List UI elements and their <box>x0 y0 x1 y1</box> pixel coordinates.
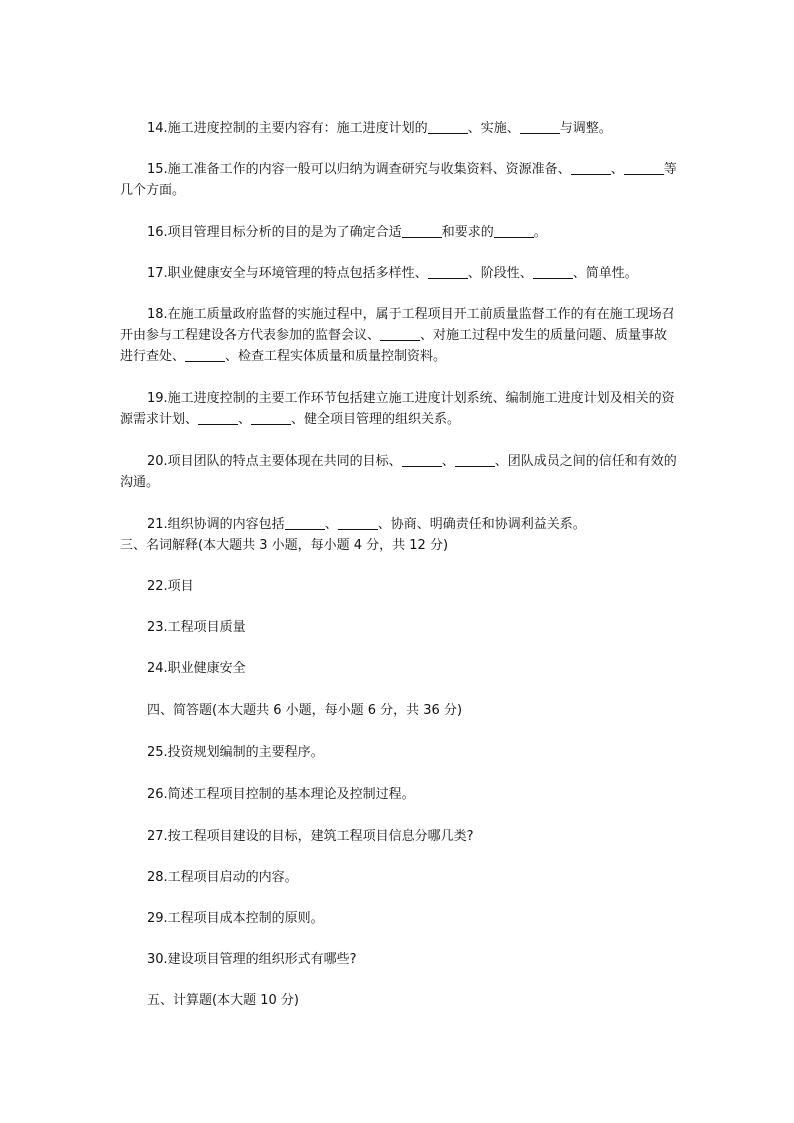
blank <box>402 452 442 467</box>
blank <box>198 410 238 425</box>
blank <box>571 160 611 175</box>
question-item: 26.简述工程项目控制的基本理论及控制过程。 <box>147 787 415 802</box>
question-18: 18.在施工质量政府监督的实施过程中，属于工程项目开工前质量监督工作的有在施工现场召开由参与工程建设各方代表参加的监督会议、 、对施工过程中发生的质量问题、质量事故进行查处、 、检查工程实体质量和质量控制资料。 <box>120 307 675 364</box>
blank <box>624 160 664 175</box>
term-item: 22.项目 <box>147 579 194 594</box>
question-item: 27.按工程项目建设的目标，建筑工程项目信息分哪几类? <box>147 829 474 844</box>
question-item: 29.工程项目成本控制的原则。 <box>147 911 324 926</box>
blank <box>533 264 573 279</box>
blank <box>428 119 468 134</box>
blank <box>402 223 442 238</box>
question-item: 25.投资规划编制的主要程序。 <box>147 745 324 760</box>
term-item: 24.职业健康安全 <box>147 661 246 676</box>
blank <box>338 515 378 530</box>
term-item: 23.工程项目质量 <box>147 620 246 635</box>
blank <box>428 264 468 279</box>
blank <box>494 223 534 238</box>
question-item: 30.建设项目管理的组织形式有哪些? <box>147 952 357 967</box>
question-17: 17.职业健康安全与环境管理的特点包括多样性、 、阶段性、 、简单性。 <box>147 266 638 281</box>
blank <box>185 347 225 362</box>
question-item: 28.工程项目启动的内容。 <box>147 870 298 885</box>
blank <box>520 119 560 134</box>
question-16: 16.项目管理目标分析的目的是为了确定合适 和要求的 。 <box>147 225 547 240</box>
question-15: 15.施工准备工作的内容一般可以归纳为调查研究与收集资料、资源准备、 、 等几个方面。 <box>120 162 677 198</box>
blank <box>285 515 325 530</box>
blank <box>251 410 291 425</box>
question-19: 19.施工进度控制的主要工作环节包括建立施工进度计划系统、编制施工进度计划及相关的资源需求计划、 、 、健全项目管理的组织关系。 <box>120 391 675 427</box>
section-5-heading: 五、计算题(本大题 10 分) <box>147 993 299 1008</box>
section-4-heading: 四、简答题(本大题共 6 小题，每小题 6 分，共 36 分) <box>147 703 463 718</box>
question-20: 20.项目团队的特点主要体现在共同的目标、 、 、团队成员之间的信任和有效的沟通。 <box>120 454 677 490</box>
blank <box>380 326 420 341</box>
blank <box>455 452 495 467</box>
question-21: 21.组织协调的内容包括 、 、协商、明确责任和协调利益关系。 <box>147 517 586 532</box>
section-3-heading: 三、名词解释(本大题共 3 小题，每小题 4 分，共 12 分) <box>120 538 449 553</box>
question-14: 14.施工进度控制的主要内容有：施工进度计划的 、实施、 与调整。 <box>147 121 612 136</box>
